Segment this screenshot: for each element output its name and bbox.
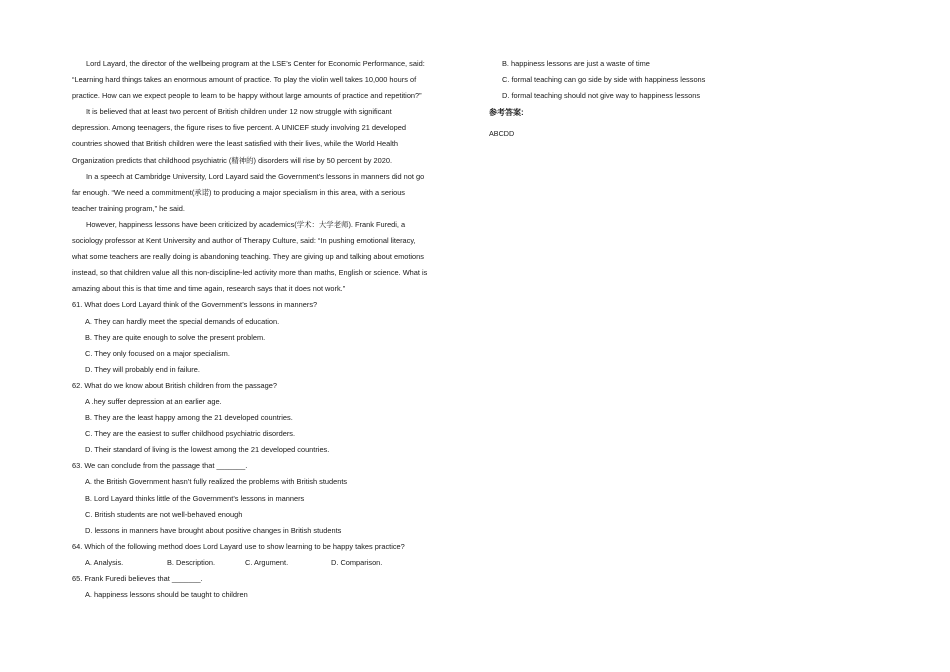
- passage-line: depression. Among teenagers, the figure rises to five percent. A UNICEF study involving 21 developed: [72, 123, 406, 133]
- passage-line: far enough. “We need a commitment(承诺) to producing a major specialism in this area, with a serious: [72, 187, 405, 197]
- question-63: [72, 458, 464, 538]
- left-column: [72, 56, 464, 603]
- question-option: A. happiness lessons should be taught to children: [85, 590, 248, 600]
- question-65: [72, 571, 464, 603]
- passage: [72, 56, 464, 297]
- passage-line: “Learning hard things takes an enormous amount of practice. To play the violin well takes 10,000 hours of: [72, 75, 417, 85]
- question-stem: 62. What do we know about British children from the passage?: [72, 380, 277, 390]
- question-option: A. Analysis.: [85, 557, 124, 567]
- question-option: D. They will probably end in failure.: [85, 364, 200, 374]
- answer-heading: 参考答案:: [489, 108, 524, 118]
- question-option: D. Comparison.: [331, 557, 383, 567]
- passage-line: sociology professor at Kent University and author of Therapy Culture, said: “In pushing emotional literacy,: [72, 236, 416, 246]
- right-column: [489, 56, 789, 142]
- passage-line: teacher training program,” he said.: [72, 203, 185, 213]
- passage-line: instead, so that children value all this non-discipline-led activity more than maths, English or science. What is: [72, 268, 428, 278]
- question-option: D. formal teaching should not give way to happiness lessons: [502, 91, 701, 101]
- question-option: C. formal teaching can go side by side with happiness lessons: [502, 75, 706, 85]
- question-option: B. They are the least happy among the 21 developed countries.: [85, 413, 293, 423]
- passage-line: In a speech at Cambridge University, Lord Layard said the Government’s lessons in manners did not go: [86, 171, 425, 181]
- question-option: B. Description.: [167, 557, 216, 567]
- passage-line: It is believed that at least two percent of British children under 12 now struggle with significant: [86, 107, 392, 117]
- answer-key: ABCDD: [489, 129, 515, 139]
- passage-line: amazing about this is that time and time again, research says that it does not work.”: [72, 284, 346, 294]
- question-option: A. They can hardly meet the special demands of education.: [85, 316, 280, 326]
- question-stem: 63. We can conclude from the passage that _______.: [72, 461, 248, 471]
- question-option: C. They are the easiest to suffer childhood psychiatric disorders.: [85, 429, 296, 439]
- passage-line: Organization predicts that childhood psychiatric (精神的) disorders will rise by 50 percent by 2020.: [72, 155, 392, 165]
- question-option: D. Their standard of living is the lowest among the 21 developed countries.: [85, 445, 330, 455]
- question-option: D. lessons in manners have brought about positive changes in British students: [85, 525, 342, 535]
- question-option: C. They only focused on a major specialism.: [85, 348, 230, 358]
- question-option: B. They are quite enough to solve the present problem.: [85, 332, 266, 342]
- passage-line: countries showed that British children were the least satisfied with their lives, while the World Health: [72, 139, 399, 149]
- question-option: A. the British Government hasn’t fully realized the problems with British students: [85, 477, 348, 487]
- passage-line: practice. How can we expect people to learn to be happy without large amounts of practice and repetition?”: [72, 91, 422, 101]
- question-stem: 65. Frank Furedi believes that _______.: [72, 574, 203, 583]
- passage-line: what some teachers are really doing is abandoning teaching. They are giving up and talking about emotions: [72, 252, 424, 262]
- question-62: [72, 378, 464, 458]
- question-option: B. happiness lessons are just a waste of time: [502, 59, 650, 68]
- passage-line: Lord Layard, the director of the wellbeing program at the LSE’s Center for Economic Performance, said:: [86, 59, 425, 68]
- question-choices-row: [72, 555, 464, 571]
- question-option: B. Lord Layard thinks little of the Government’s lessons in manners: [85, 493, 305, 503]
- question-64: [72, 539, 464, 571]
- question-option: A .hey suffer depression at an earlier age.: [85, 396, 222, 406]
- question-option: C. British students are not well-behaved enough: [85, 509, 243, 519]
- question-stem: 64. Which of the following method does Lord Layard use to show learning to be happy takes practice?: [72, 541, 405, 551]
- passage-line: However, happiness lessons have been criticized by academics(学术：大学老师). Frank Furedi, a: [86, 219, 406, 229]
- question-61: [72, 297, 464, 377]
- question-option: C. Argument.: [245, 557, 289, 567]
- question-stem: 61. What does Lord Layard think of the Government’s lessons in manners?: [72, 300, 318, 310]
